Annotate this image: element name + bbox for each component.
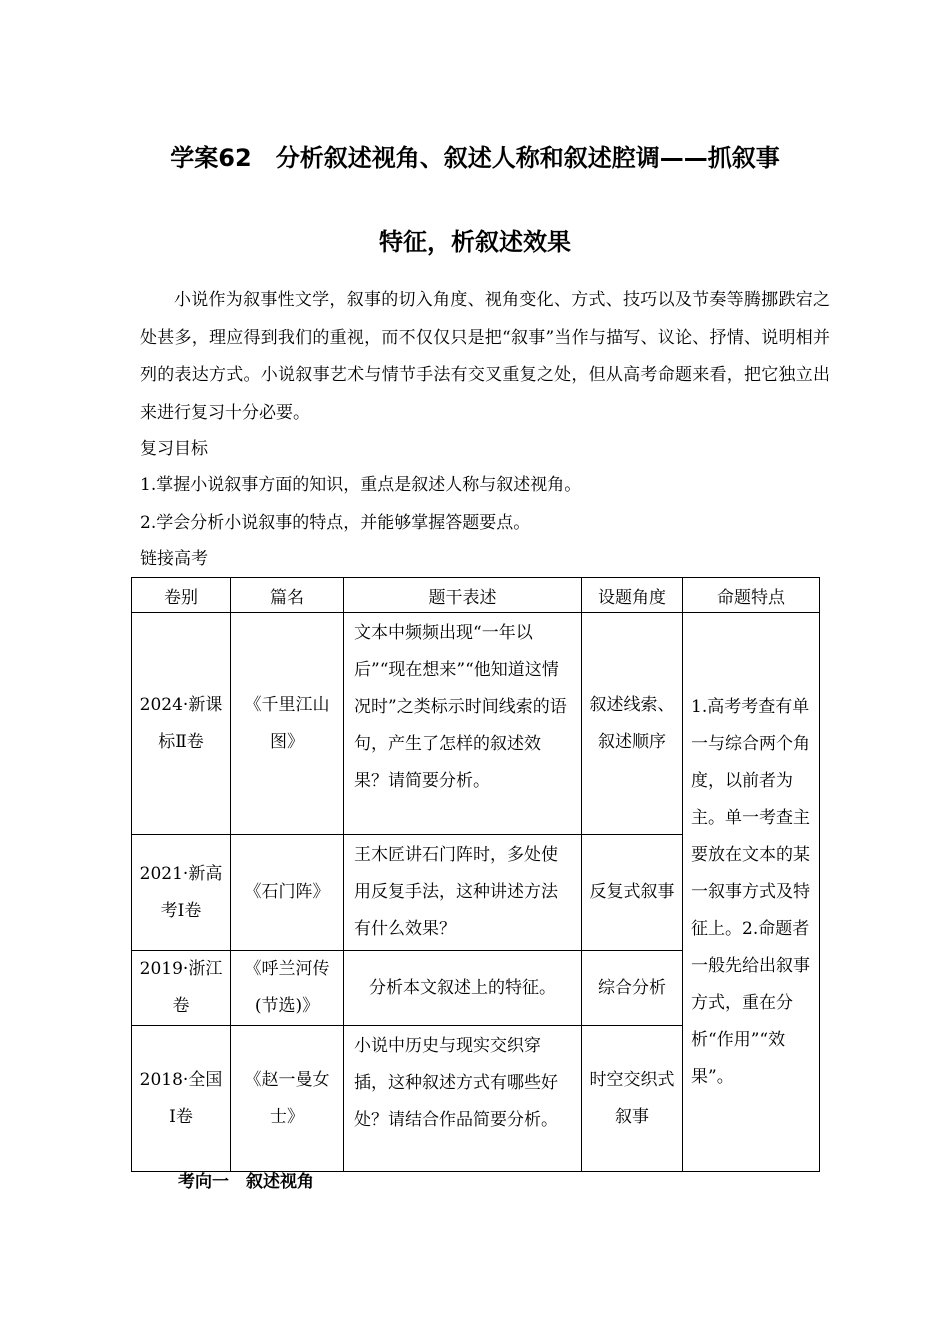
cell-angle: 反复式叙事 xyxy=(582,835,683,951)
header-question: 题干表述 xyxy=(344,578,582,613)
cell-question: 小说中历史与现实交织穿插，这种叙述方式有哪些好处？请结合作品简要分析。 xyxy=(344,1026,582,1172)
cell-angle: 叙述线索、叙述顺序 xyxy=(582,613,683,835)
cell-exam: 2021·新高考Ⅰ卷 xyxy=(132,835,231,951)
cell-title: 《千里江山图》 xyxy=(231,613,344,835)
section-heading: 考向一 叙述视角 xyxy=(178,1172,314,1192)
header-title: 篇名 xyxy=(231,578,344,613)
cell-title: 《呼兰河传(节选)》 xyxy=(231,951,344,1026)
link-heading: 链接高考 xyxy=(140,549,208,569)
cell-exam: 2018·全国Ⅰ卷 xyxy=(132,1026,231,1172)
table-row xyxy=(132,613,820,835)
cell-question: 王木匠讲石门阵时，多处使用反复手法，这种讲述方法有什么效果？ xyxy=(344,835,582,951)
header-angle: 设题角度 xyxy=(582,578,683,613)
review-goal-1: 1.掌握小说叙事方面的知识，重点是叙述人称与叙述视角。 xyxy=(140,475,582,495)
review-heading: 复习目标 xyxy=(140,439,208,459)
intro-paragraph: 小说作为叙事性文学，叙事的切入角度、视角变化、方式、技巧以及节奏等腾挪跌宕之处甚多，理应得到我们的重视，而不仅仅只是把“叙事”当作与描写、议论、抒情、说明相并列的表达方式。小说叙事艺术与情节手法有交叉重复之处，但从高考命题来看，把它独立出来进行复习十分必要。 xyxy=(140,290,830,423)
cell-exam: 2024·新课标Ⅱ卷 xyxy=(132,613,231,835)
page-title-continued: 特征，析叙述效果 xyxy=(379,228,571,256)
review-goal-2: 2.学会分析小说叙事的特点，并能够掌握答题要点。 xyxy=(140,513,531,533)
header-exam: 卷别 xyxy=(132,578,231,613)
cell-exam: 2019·浙江卷 xyxy=(132,951,231,1026)
cell-angle: 综合分析 xyxy=(582,951,683,1026)
cell-title: 《赵一曼女士》 xyxy=(231,1026,344,1172)
header-features: 命题特点 xyxy=(683,578,820,613)
cell-question: 分析本文叙述上的特征。 xyxy=(344,951,582,1026)
cell-title: 《石门阵》 xyxy=(231,835,344,951)
exam-table xyxy=(131,577,820,1172)
cell-angle: 时空交织式叙事 xyxy=(582,1026,683,1172)
table-header-row xyxy=(132,578,820,613)
cell-features: 1.高考考查有单一与综合两个角度，以前者为主。单一考查主要放在文本的某一叙事方式及特征上。2.命题者一般先给出叙事方式，重在分析“作用”“效果”。 xyxy=(683,613,820,1172)
page-title: 学案62 分析叙述视角、叙述人称和叙述腔调——抓叙事 xyxy=(170,144,780,172)
cell-question: 文本中频频出现“一年以后”“现在想来”“他知道这情况时”之类标示时间线索的语句，产生了怎样的叙述效果？请简要分析。 xyxy=(344,613,582,835)
